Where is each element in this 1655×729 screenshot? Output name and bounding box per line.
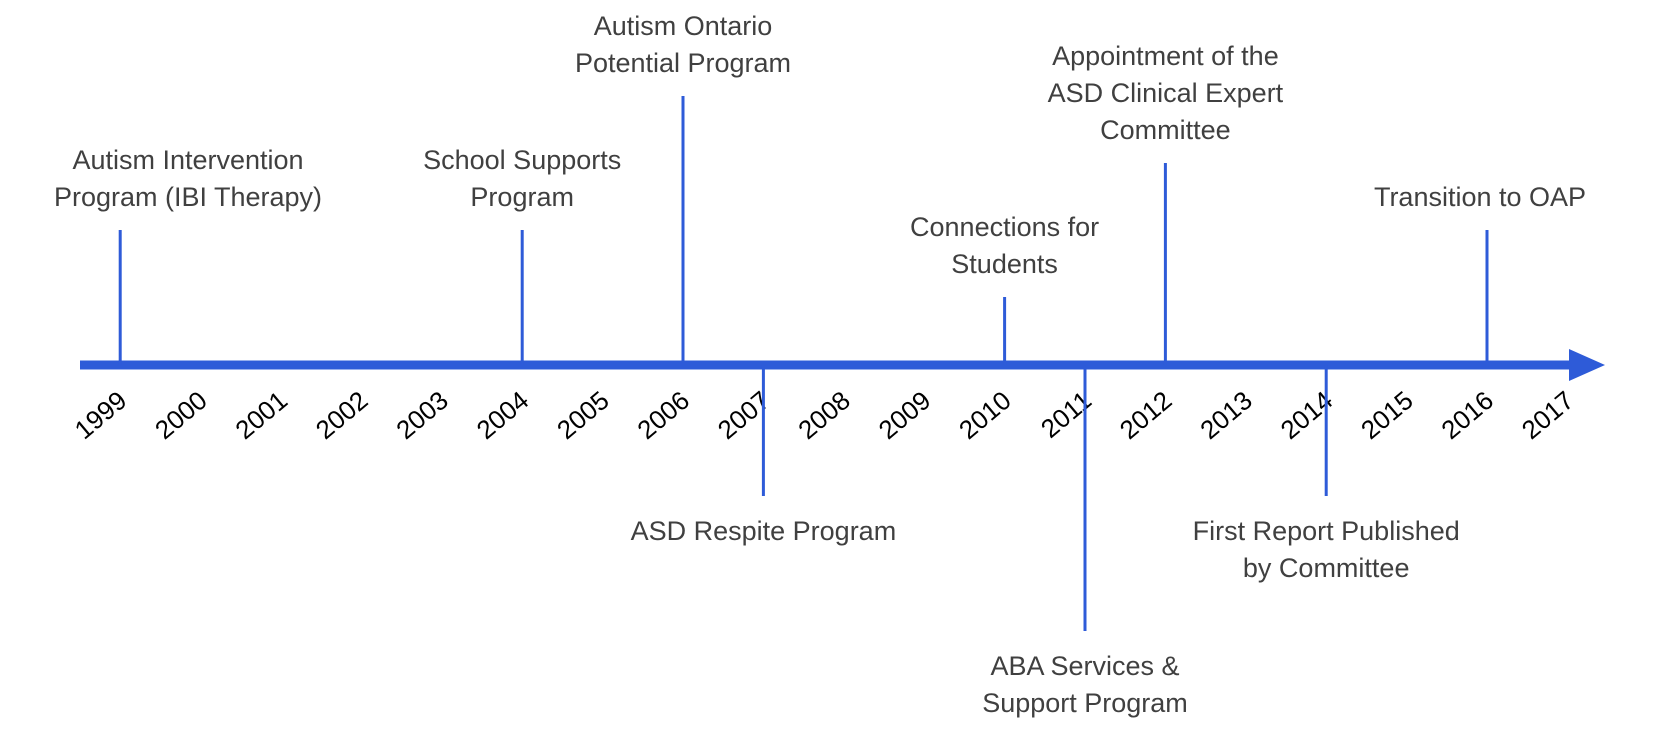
timeline-arrowhead: [1569, 349, 1605, 381]
event-label-line: Transition to OAP: [1373, 182, 1587, 212]
event-transition-to-oap: [1374, 182, 1586, 365]
year-label: 2014: [1274, 384, 1339, 446]
year-label: 2003: [390, 384, 454, 446]
event-connections-for-students: [910, 212, 1099, 365]
event-label-line: First Report Published: [1192, 516, 1460, 546]
year-labels: [69, 385, 1580, 445]
event-label-line: Appointment of the: [1052, 41, 1279, 71]
year-label: 2013: [1194, 384, 1258, 446]
event-label-line: Committee: [1100, 115, 1231, 145]
event-label-line: School Supports: [423, 145, 622, 175]
event-label-line: ABA Services &: [990, 651, 1180, 681]
year-label: 2001: [229, 384, 294, 446]
event-label-line: ASD Respite Program: [630, 516, 897, 546]
event-label-line: Program (IBI Therapy): [53, 182, 323, 212]
event-label-line: Autism Intervention: [72, 145, 304, 175]
event-label-line: Autism Ontario: [593, 11, 773, 41]
event-label-line: Program: [470, 182, 574, 212]
year-label: 2004: [470, 384, 535, 446]
year-label: 2005: [551, 384, 615, 446]
event-school-supports-program: [423, 145, 621, 365]
year-label: 2009: [872, 384, 937, 446]
year-label: 2016: [1435, 384, 1500, 446]
event-autism-intervention-program: [54, 145, 322, 365]
event-appointment-asd-clinical-expert-committee: [1048, 41, 1284, 365]
event-label-line: by Committee: [1242, 553, 1410, 583]
event-autism-ontario-potential-program: [575, 11, 791, 365]
event-label-line: Connections for: [910, 212, 1100, 242]
year-label: 2012: [1113, 384, 1178, 446]
event-label-line: ASD Clinical Expert: [1047, 78, 1284, 108]
year-label: 2015: [1355, 384, 1419, 446]
event-label-line: Support Program: [982, 688, 1188, 718]
year-label: 2017: [1515, 384, 1580, 446]
year-label: 2011: [1034, 384, 1098, 444]
year-label: 2002: [309, 384, 374, 446]
year-label: 2008: [792, 384, 856, 446]
event-label-line: Potential Program: [574, 48, 792, 78]
year-label: 2000: [149, 384, 213, 446]
year-label: 2007: [711, 384, 776, 446]
year-label: 2006: [631, 384, 696, 446]
event-label-line: Students: [951, 249, 1058, 279]
year-label: 2010: [953, 384, 1017, 446]
year-label: 1999: [68, 384, 133, 446]
